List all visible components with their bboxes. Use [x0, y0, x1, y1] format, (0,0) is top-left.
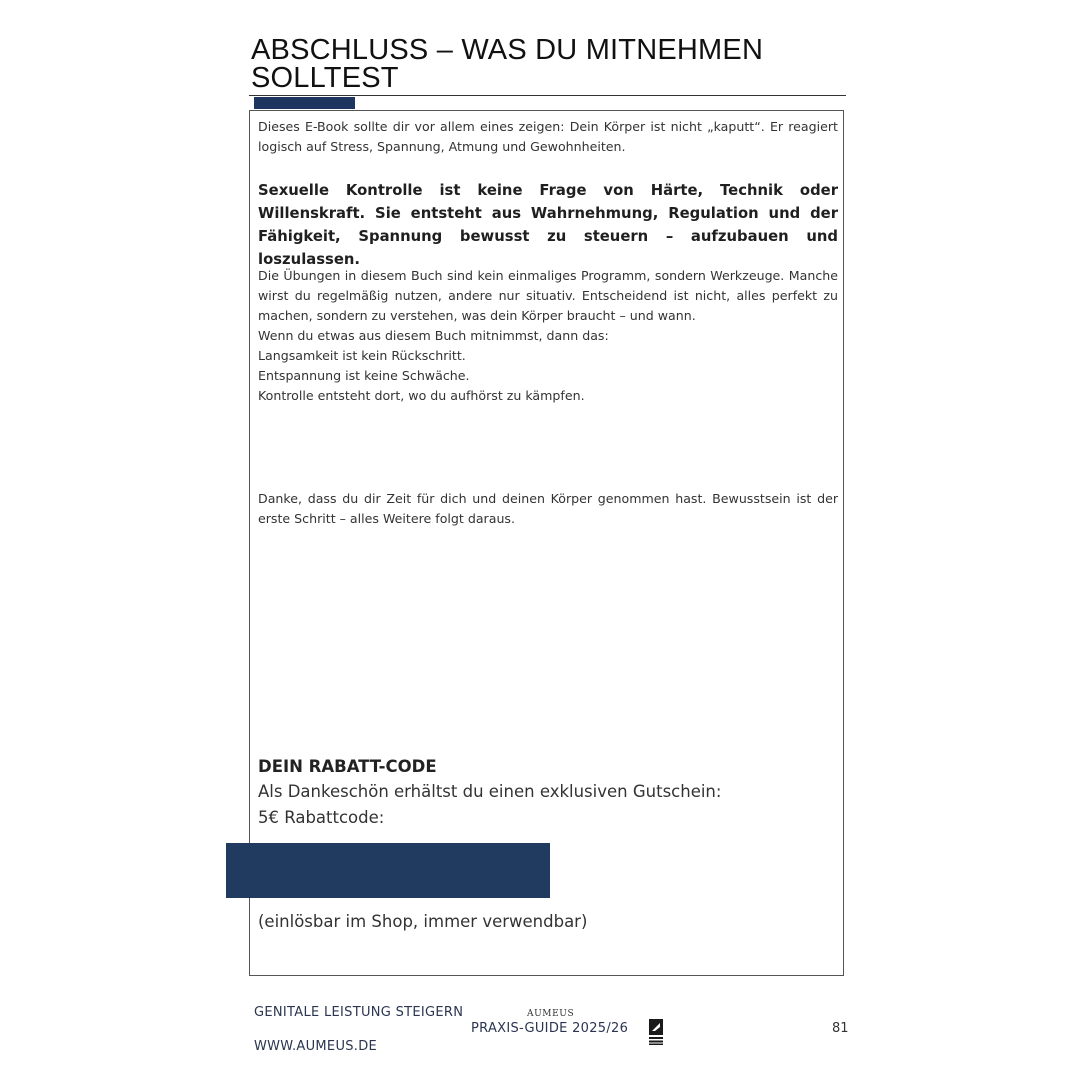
- thanks-paragraph: Danke, dass du dir Zeit für dich und deinen Körper genommen hast. Bewusstsein ist der erste Schritt – alles Weitere folgt daraus.: [258, 491, 838, 526]
- discount-code-label: 5€ Rabattcode:: [258, 808, 385, 827]
- page-title: ABSCHLUSS – WAS DU MITNEHMEN SOLLTEST: [251, 34, 764, 94]
- footer-book-title: GENITALE LEISTUNG STEIGERN: [254, 1005, 464, 1020]
- footer-guide-label: PRAXIS-GUIDE 2025/26: [471, 1021, 629, 1036]
- footer-website-link[interactable]: WWW.AUMEUS.DE: [254, 1039, 378, 1054]
- takeaway-line: Kontrolle entsteht dort, wo du aufhörst zu kämpfen.: [258, 388, 585, 403]
- exercises-paragraph: Die Übungen in diesem Buch sind kein einmaliges Programm, sondern Werkzeuge. Manche wirst du regelmäßig nutzen, andere nur situativ. Entscheidend ist nicht, alles perfekt zu machen, sondern zu verstehen, was dein Körper braucht – und wann.: [258, 268, 838, 323]
- key-message-paragraph: Sexuelle Kontrolle ist keine Frage von Härte, Technik oder Willenskraft. Sie entsteht aus Wahrnehmung, Regulation und der Fähigkeit, Spannung bewusst zu steuern – aufzubauen und loszulassen.: [258, 182, 838, 268]
- discount-code-block: [226, 843, 550, 898]
- discount-note: (einlösbar im Shop, immer verwendbar): [258, 912, 588, 931]
- intro-paragraph: Dieses E-Book sollte dir vor allem eines zeigen: Dein Körper ist nicht „kaputt“. Er reagiert logisch auf Stress, Spannung, Atmung und Gewohnheiten.: [258, 119, 838, 154]
- footer-brand: AUMEUS: [527, 1009, 575, 1019]
- takeaway-line: Entspannung ist keine Schwäche.: [258, 368, 470, 383]
- discount-intro: Als Dankeschön erhältst du einen exklusiven Gutschein:: [258, 782, 722, 801]
- page-number: 81: [832, 1021, 849, 1036]
- title-divider: [249, 95, 846, 96]
- takeaway-line: Langsamkeit ist kein Rückschritt.: [258, 348, 466, 363]
- aumeus-logo-icon: [648, 1019, 664, 1045]
- exercises-section: [258, 266, 838, 406]
- takeaway-intro-line: Wenn du etwas aus diesem Buch mitnimmst, dann das:: [258, 328, 609, 343]
- title-accent-bar: [254, 97, 355, 109]
- discount-heading: DEIN RABATT-CODE: [258, 757, 437, 776]
